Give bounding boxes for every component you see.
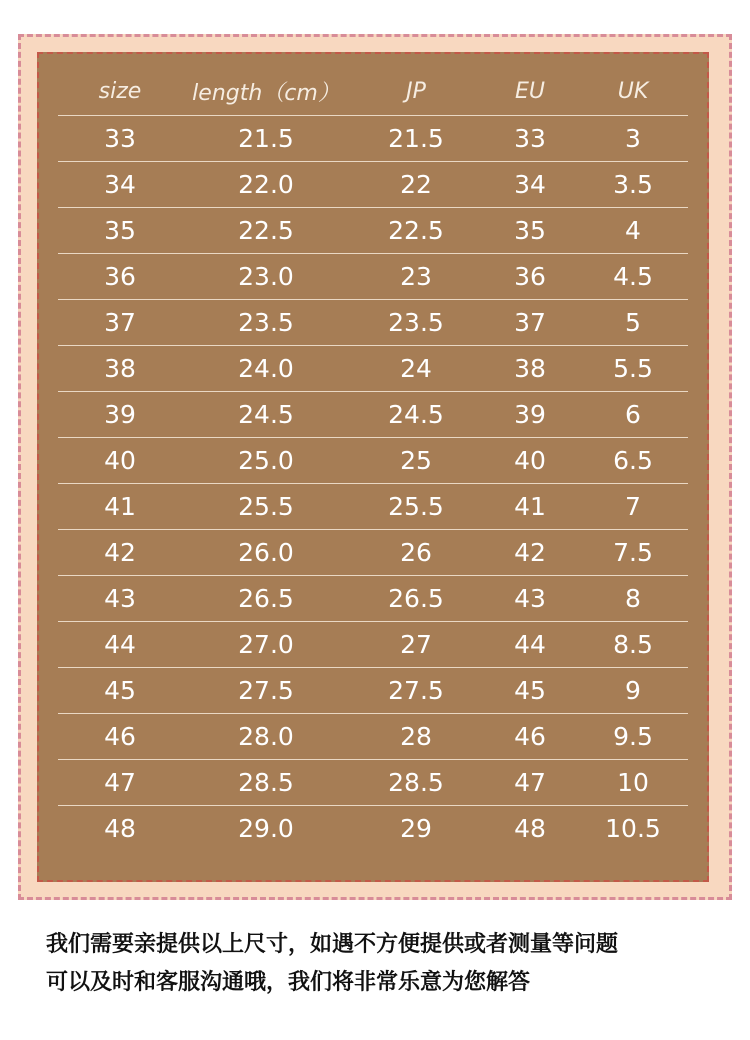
cell-uk: 9.5 xyxy=(578,714,688,760)
table-row xyxy=(58,484,688,530)
cell-jp: 21.5 xyxy=(350,116,482,162)
cell-length: 26.0 xyxy=(182,530,350,576)
table-row xyxy=(58,668,688,714)
cell-size: 34 xyxy=(58,162,182,208)
cell-jp: 23.5 xyxy=(350,300,482,346)
cell-eu: 44 xyxy=(482,622,578,668)
cell-size: 37 xyxy=(58,300,182,346)
cell-length: 29.0 xyxy=(238,814,294,843)
cell-eu: 45 xyxy=(482,668,578,714)
cell-eu: 46 xyxy=(482,714,578,760)
cell-length: 22.5 xyxy=(182,208,350,254)
table-row xyxy=(58,806,688,852)
table-row xyxy=(58,116,688,162)
note-line-2: 可以及时和客服沟通哦，我们将非常乐意为您解答 xyxy=(46,970,531,995)
cell-jp: 22.5 xyxy=(350,208,482,254)
cell-size: 41 xyxy=(58,484,182,530)
cell-uk: 6 xyxy=(578,392,688,438)
cell-eu: 39 xyxy=(482,392,578,438)
cell-eu: 48 xyxy=(514,814,546,843)
size-rows xyxy=(58,116,688,852)
cell-uk: 3.5 xyxy=(578,162,688,208)
cell-size: 35 xyxy=(58,208,182,254)
cell-eu: 38 xyxy=(482,346,578,392)
table-row xyxy=(58,346,688,392)
cell-size: 46 xyxy=(58,714,182,760)
cell-eu: 41 xyxy=(482,484,578,530)
cell-size: 33 xyxy=(58,116,182,162)
cell-jp: 26.5 xyxy=(350,576,482,622)
header-uk: UK xyxy=(578,68,688,116)
cell-size: 47 xyxy=(58,760,182,806)
cell-jp: 24 xyxy=(350,346,482,392)
cell-length: 22.0 xyxy=(182,162,350,208)
header-size: size xyxy=(58,68,182,116)
cell-jp: 29 xyxy=(400,814,432,843)
cell-length: 24.0 xyxy=(182,346,350,392)
table-row xyxy=(58,622,688,668)
cell-uk: 7.5 xyxy=(578,530,688,576)
table-row xyxy=(58,162,688,208)
table-row xyxy=(58,208,688,254)
cell-length: 25.0 xyxy=(182,438,350,484)
cell-eu: 43 xyxy=(482,576,578,622)
cell-size: 42 xyxy=(58,530,182,576)
cell-size: 48 xyxy=(104,814,136,843)
cell-size: 39 xyxy=(58,392,182,438)
cell-jp: 28.5 xyxy=(350,760,482,806)
cell-uk: 4 xyxy=(578,208,688,254)
cell-length: 23.5 xyxy=(182,300,350,346)
table-row xyxy=(58,392,688,438)
note-line-1: 我们需要亲提供以上尺寸，如遇不方便提供或者测量等问题 xyxy=(46,932,619,957)
cell-length: 24.5 xyxy=(182,392,350,438)
cell-uk: 10.5 xyxy=(605,814,661,843)
cell-uk: 10 xyxy=(578,760,688,806)
cell-jp: 26 xyxy=(350,530,482,576)
table-row xyxy=(58,576,688,622)
table-row xyxy=(58,760,688,806)
cell-eu: 47 xyxy=(482,760,578,806)
cell-size: 45 xyxy=(58,668,182,714)
header-row xyxy=(58,68,688,116)
table-row xyxy=(58,438,688,484)
cell-eu: 33 xyxy=(482,116,578,162)
cell-size: 36 xyxy=(58,254,182,300)
cell-jp: 25.5 xyxy=(350,484,482,530)
cell-uk: 8.5 xyxy=(578,622,688,668)
cell-length: 25.5 xyxy=(182,484,350,530)
cell-jp: 23 xyxy=(350,254,482,300)
size-chart-table xyxy=(58,68,688,851)
cell-length: 27.5 xyxy=(182,668,350,714)
cell-uk: 9 xyxy=(578,668,688,714)
cell-length: 21.5 xyxy=(182,116,350,162)
cell-eu: 34 xyxy=(482,162,578,208)
cell-length: 26.5 xyxy=(182,576,350,622)
table-row xyxy=(58,254,688,300)
cell-jp: 27.5 xyxy=(350,668,482,714)
cell-jp: 28 xyxy=(350,714,482,760)
cell-uk: 8 xyxy=(578,576,688,622)
cell-uk: 6.5 xyxy=(578,438,688,484)
cell-uk: 4.5 xyxy=(578,254,688,300)
cell-jp: 22 xyxy=(350,162,482,208)
cell-eu: 42 xyxy=(482,530,578,576)
cell-uk: 5 xyxy=(578,300,688,346)
cell-size: 43 xyxy=(58,576,182,622)
header-length: length（cm） xyxy=(182,68,350,116)
table-row xyxy=(58,530,688,576)
cell-size: 40 xyxy=(58,438,182,484)
cell-jp: 27 xyxy=(350,622,482,668)
size-note xyxy=(46,926,726,1002)
cell-size: 44 xyxy=(58,622,182,668)
cell-length: 28.5 xyxy=(182,760,350,806)
cell-jp: 24.5 xyxy=(350,392,482,438)
header-eu: EU xyxy=(482,68,578,116)
table-row xyxy=(58,714,688,760)
cell-length: 27.0 xyxy=(182,622,350,668)
cell-uk: 3 xyxy=(578,116,688,162)
cell-eu: 36 xyxy=(482,254,578,300)
cell-uk: 5.5 xyxy=(578,346,688,392)
table-row xyxy=(58,300,688,346)
cell-eu: 35 xyxy=(482,208,578,254)
cell-eu: 37 xyxy=(482,300,578,346)
cell-eu: 40 xyxy=(482,438,578,484)
cell-length: 23.0 xyxy=(182,254,350,300)
cell-size: 38 xyxy=(58,346,182,392)
header-jp: JP xyxy=(350,68,482,116)
cell-length: 28.0 xyxy=(182,714,350,760)
cell-jp: 25 xyxy=(350,438,482,484)
cell-uk: 7 xyxy=(578,484,688,530)
